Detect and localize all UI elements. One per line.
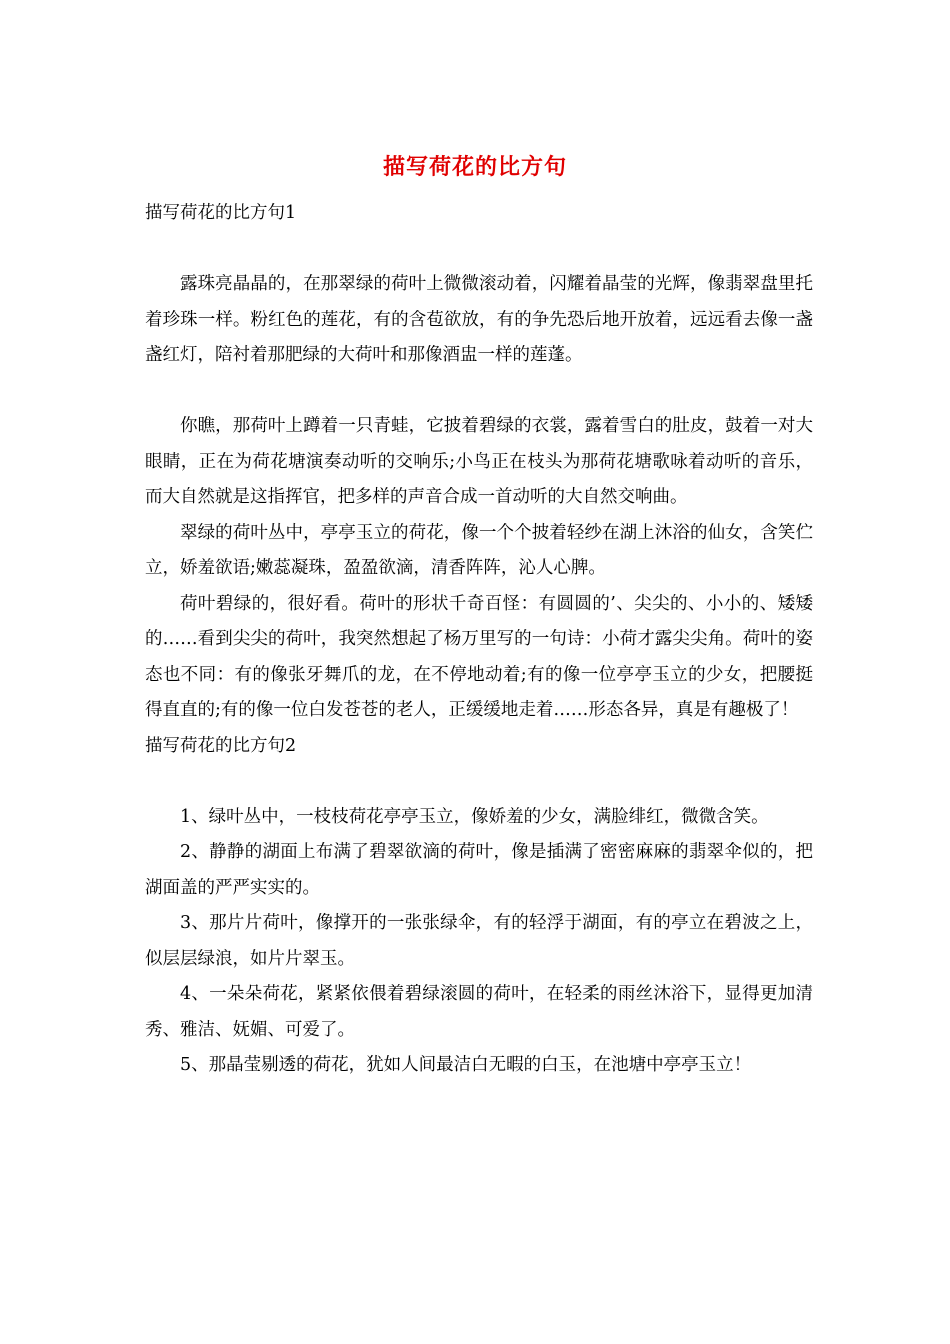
- blank-line: [145, 374, 813, 410]
- section-2-item-5: 5、那晶莹剔透的荷花，犹如人间最洁白无暇的白玉，在池塘中亭亭玉立！: [180, 1055, 752, 1075]
- section-2-item-4: 4、一朵朵荷花，紧紧依偎着碧绿滚圆的荷叶，在轻柔的雨丝沐浴下，显得更加清秀、雅洁、妩媚、可爱了。: [145, 984, 813, 1040]
- section-2-heading: 描写荷花的比方句2: [145, 735, 297, 756]
- section-1-heading: 描写荷花的比方句1: [145, 203, 297, 223]
- blank-line: [145, 232, 813, 268]
- section-2-item-3: 3、那片片荷叶，像撑开的一张张绿伞，有的轻浮于湖面，有的亭立在碧波之上，似层层绿浪，如片片翠玉。: [145, 913, 813, 969]
- document-body: [145, 196, 813, 1084]
- section-2-item-2: 2、静静的湖面上布满了碧翠欲滴的荷叶，像是插满了密密麻麻的翡翠伞似的，把湖面盖的严严实实的。: [145, 842, 813, 898]
- document-title: 描写荷花的比方句: [382, 154, 567, 180]
- section-2-item-1: 1、绿叶丛中，一枝枝荷花亭亭玉立，像娇羞的少女，满脸绯红，微微含笑。: [180, 806, 769, 827]
- section-1-paragraph-3: 翠绿的荷叶丛中，亭亭玉立的荷花，像一个个披着轻纱在湖上沐浴的仙女，含笑伫立，娇羞欲语;嫩蕊凝珠，盈盈欲滴，清香阵阵，沁人心脾。: [145, 522, 813, 578]
- section-1-paragraph-2: 你瞧，那荷叶上蹲着一只青蛙，它披着碧绿的衣裳，露着雪白的肚皮，鼓着一对大眼睛，正在为荷花塘演奏动听的交响乐;小鸟正在枝头为那荷花塘歌咏着动听的音乐，而大自然就是这指挥官，把多样的声音合成一首动听的大自然交响曲。: [145, 416, 813, 507]
- section-1-paragraph-4: 荷叶碧绿的，很好看。荷叶的形状千奇百怪：有圆圆的’、尖尖的、小小的、矮矮的……看到尖尖的荷叶，我突然想起了杨万里写的一句诗：小荷才露尖尖角。荷叶的姿态也不同：有的像张牙舞爪的龙，在不停地动着;有的像一位亭亭玉立的少女，把腰挺得直直的;有的像一位白发苍苍的老人，正缓缓地走着……形态各异，真是有趣极了！: [145, 593, 813, 720]
- section-1-paragraph-1: 露珠亮晶晶的，在那翠绿的荷叶上微微滚动着，闪耀着晶莹的光辉，像翡翠盘里托着珍珠一样。粉红色的莲花，有的含苞欲放，有的争先恐后地开放着，远远看去像一盏盏红灯，陪衬着那肥绿的大荷叶和那像酒盅一样的莲蓬。: [145, 274, 813, 365]
- blank-line: [145, 764, 813, 800]
